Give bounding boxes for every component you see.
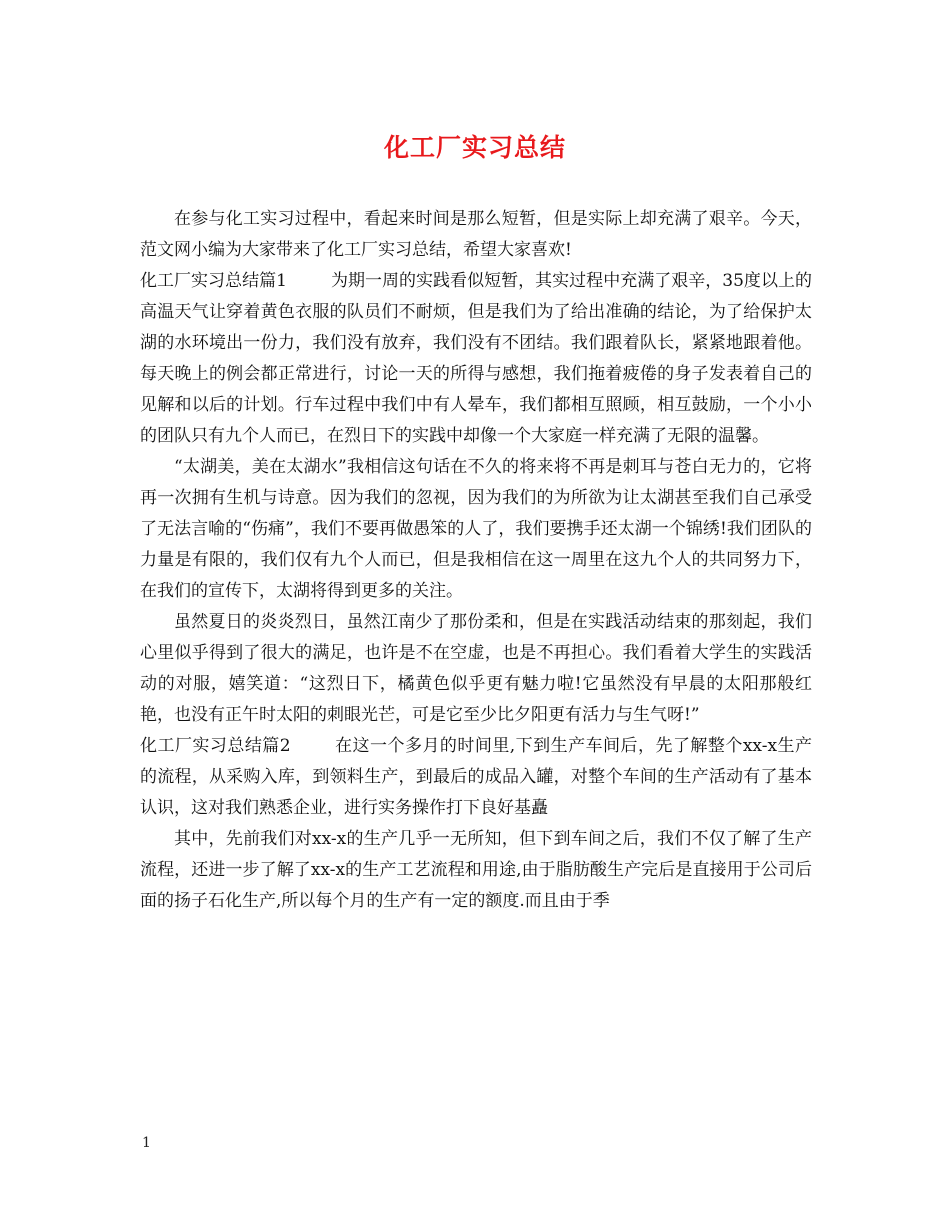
section-2-label: 化工厂实习总结篇2 <box>140 736 291 756</box>
document-title: 化工厂实习总结 <box>383 133 566 162</box>
section-1-label: 化工厂实习总结篇1 <box>140 271 287 291</box>
section-1-text: 为期一周的实践看似短暂，其实过程中充满了艰辛，35度以上的高温天气让穿着黄色衣服的队员们不耐烦，但是我们为了给出准确的结论，为了给保护太湖的水环境出一份力，我们没有放弃，我们没有不团结。我们跟着队长，紧紧地跟着他。每天晚上的例会都正常进行，讨论一天的所得与感想，我们拖着疲倦的身子发表着自己的见解和以后的计划。行车过程中我们中有人晕车，我们都相互照顾，相互鼓励，一个小小的团队只有九个人而已，在烈日下的实践中却像一个大家庭一样充满了无限的温馨。 <box>140 271 812 446</box>
paragraph-2: “太湖美，美在太湖水”我相信这句话在不久的将来将不再是刺耳与苍白无力的，它将再一次拥有生机与诗意。因为我们的忽视，因为我们的为所欲为让太湖甚至我们自己承受了无法言喻的“伤痛”，我们不要再做愚笨的人了，我们要携手还太湖一个锦绣!我们团队的力量是有限的，我们仅有九个人而已，但是我相信在这一周里在这九个人的共同努力下，在我们的宣传下，太湖将得到更多的关注。 <box>140 457 812 601</box>
section-1-paragraph <box>140 266 812 452</box>
section-2-paragraph <box>140 731 812 824</box>
page-number: 1 <box>142 1135 151 1151</box>
paragraph-3: 虽然夏日的炎炎烈日，虽然江南少了那份柔和，但是在实践活动结束的那刻起，我们心里似乎得到了很大的满足，也许是不在空虚，也是不再担心。我们看着大学生的实践活动的对服，嬉笑道：“这烈日下，橘黄色似乎更有魅力啦!它虽然没有早晨的太阳那般红艳，也没有正午时太阳的刺眼光芒，可是它至少比夕阳更有活力与生气呀!” <box>140 612 812 725</box>
section-2-text: 在这一个多月的时间里,下到生产车间后，先了解整个xx-x生产的流程，从采购入库，到领料生产，到最后的成品入罐，对整个车间的生产活动有了基本认识，这对我们熟悉企业，进行实务操作打下良好基矗 <box>140 736 812 818</box>
paragraph-4: 其中，先前我们对xx-x的生产几乎一无所知，但下到车间之后，我们不仅了解了生产流程，还进一步了解了xx-x的生产工艺流程和用途,由于脂肪酸生产完后是直接用于公司后面的扬子石化生产,所以每个月的生产有一定的额度.而且由于季 <box>140 829 812 911</box>
intro-paragraph: 在参与化工实习过程中，看起来时间是那么短暂，但是实际上却充满了艰辛。今天，范文网小编为大家带来了化工厂实习总结，希望大家喜欢! <box>140 209 812 260</box>
document-body <box>140 204 812 917</box>
